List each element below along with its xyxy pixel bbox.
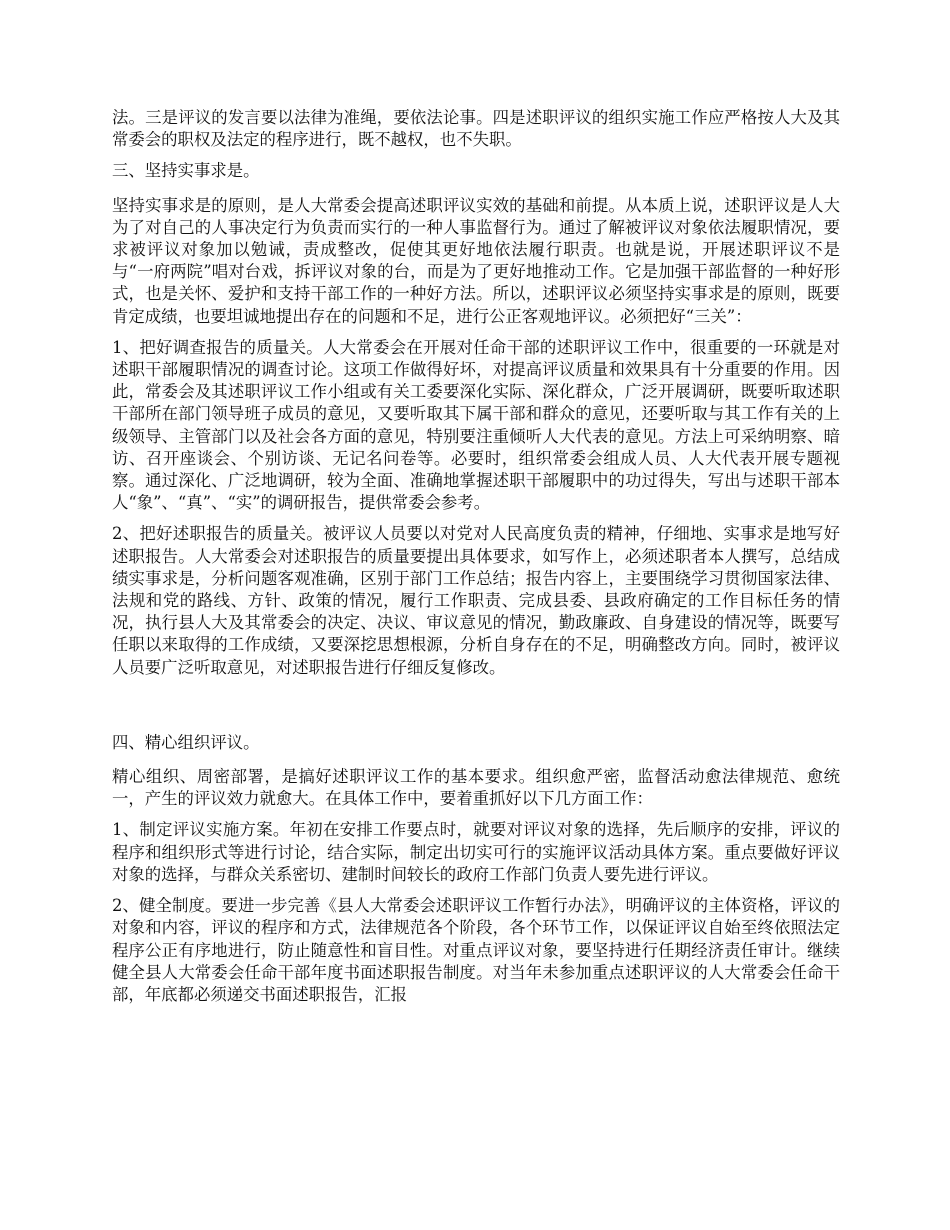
section-heading: 三、坚持实事求是。 [112, 161, 260, 181]
paragraph: 2、健全制度。要进一步完善《县人大常委会述职评议工作暂行办法》，明确评议的主体资格，评议的对象和内容，评议的程序和方式，法律规范各个阶段，各个环节工作，以保证评议自始至终依照法定程序公正有序地进行，防止随意性和盲目性。对重点评议对象，要坚持进行任期经济责任审计。继续健全县人大常委会任命干部年度书面述职报告制度。对当年未参加重点述职评议的人大常委会任命干部，年底都必须递交书面述职报告，汇报 [112, 896, 840, 1004]
paragraph: 法。三是评议的发言要以法律为准绳，要依法论事。四是述职评议的组织实施工作应严格按人大及其常委会的职权及法定的程序进行，既不越权，也不失职。 [112, 108, 840, 150]
document-page [112, 107, 840, 1015]
paragraph: 2、把好述职报告的质量关。被评议人员要以对党对人民高度负责的精神，仔细地、实事求是地写好述职报告。人大常委会对述职报告的质量要提出具体要求，如写作上，必须述职者本人撰写，总结成绩实事求是，分析问题客观准确，区别于部门工作总结；报告内容上，主要围绕学习贯彻国家法律、法规和党的路线、方针、政策的情况，履行工作职责、完成县委、县政府确定的工作目标任务的情况，执行县人大及其常委会的决定、决议、审议意见的情况，勤政廉政、自身建设的情况等，既要写任职以来取得的工作成绩，又要深挖思想根源，分析自身存在的不足，明确整改方向。同时，被评议人员要广泛听取意见，对述职报告进行仔细反复修改。 [112, 524, 840, 677]
paragraph: 1、制定评议实施方案。年初在安排工作要点时，就要对评议对象的选择，先后顺序的安排，评议的程序和组织形式等进行讨论，结合实际，制定出切实可行的实施评议活动具体方案。重点要做好评议对象的选择，与群众关系密切、建制时间较长的政府工作部门负责人要先进行评议。 [112, 820, 840, 884]
paragraph: 精心组织、周密部署，是搞好述职评议工作的基本要求。组织愈严密，监督活动愈法律规范、愈统一，产生的评议效力就愈大。在具体工作中，要着重抓好以下几方面工作： [112, 767, 840, 809]
section-heading: 四、精心组织评议。 [112, 732, 260, 752]
paragraph: 1、把好调查报告的质量关。人大常委会在开展对任命干部的述职评议工作中，很重要的一环就是对述职干部履职情况的调查讨论。这项工作做得好坏，对提高评议质量和效果具有十分重要的作用。因此，常委会及其述职评议工作小组或有关工委要深化实际、深化群众，广泛开展调研，既要听取述职干部所在部门领导班子成员的意见，又要听取其下属干部和群众的意见，还要听取与其工作有关的上级领导、主管部门以及社会各方面的意见，特别要注重倾听人大代表的意见。方法上可采纳明察、暗访、召开座谈会、个别访谈、无记名问卷等。必要时，组织常委会组成人员、人大代表开展专题视察。通过深化、广泛地调研，较为全面、准确地掌握述职干部履职中的功过得失，写出与述职干部本人“象”、“真”、“实”的调研报告，提供常委会参考。 [112, 337, 840, 513]
paragraph: 坚持实事求是的原则，是人大常委会提高述职评议实效的基础和前提。从本质上说，述职评议是人大为了对自己的人事决定行为负责而实行的一种人事监督行为。通过了解被评议对象依法履职情况，要求被评议对象加以勉诫，责成整改，促使其更好地依法履行职责。也就是说，开展述职评议不是与“一府两院”唱对台戏，拆评议对象的台，而是为了更好地推动工作。它是加强干部监督的一种好形式，也是关怀、爱护和支持干部工作的一种好方法。所以，述职评议必须坚持实事求是的原则，既要肯定成绩，也要坦诚地提出存在的问题和不足，进行公正客观地评议。必须把好“三关”： [112, 195, 840, 326]
blank-space [112, 688, 840, 732]
